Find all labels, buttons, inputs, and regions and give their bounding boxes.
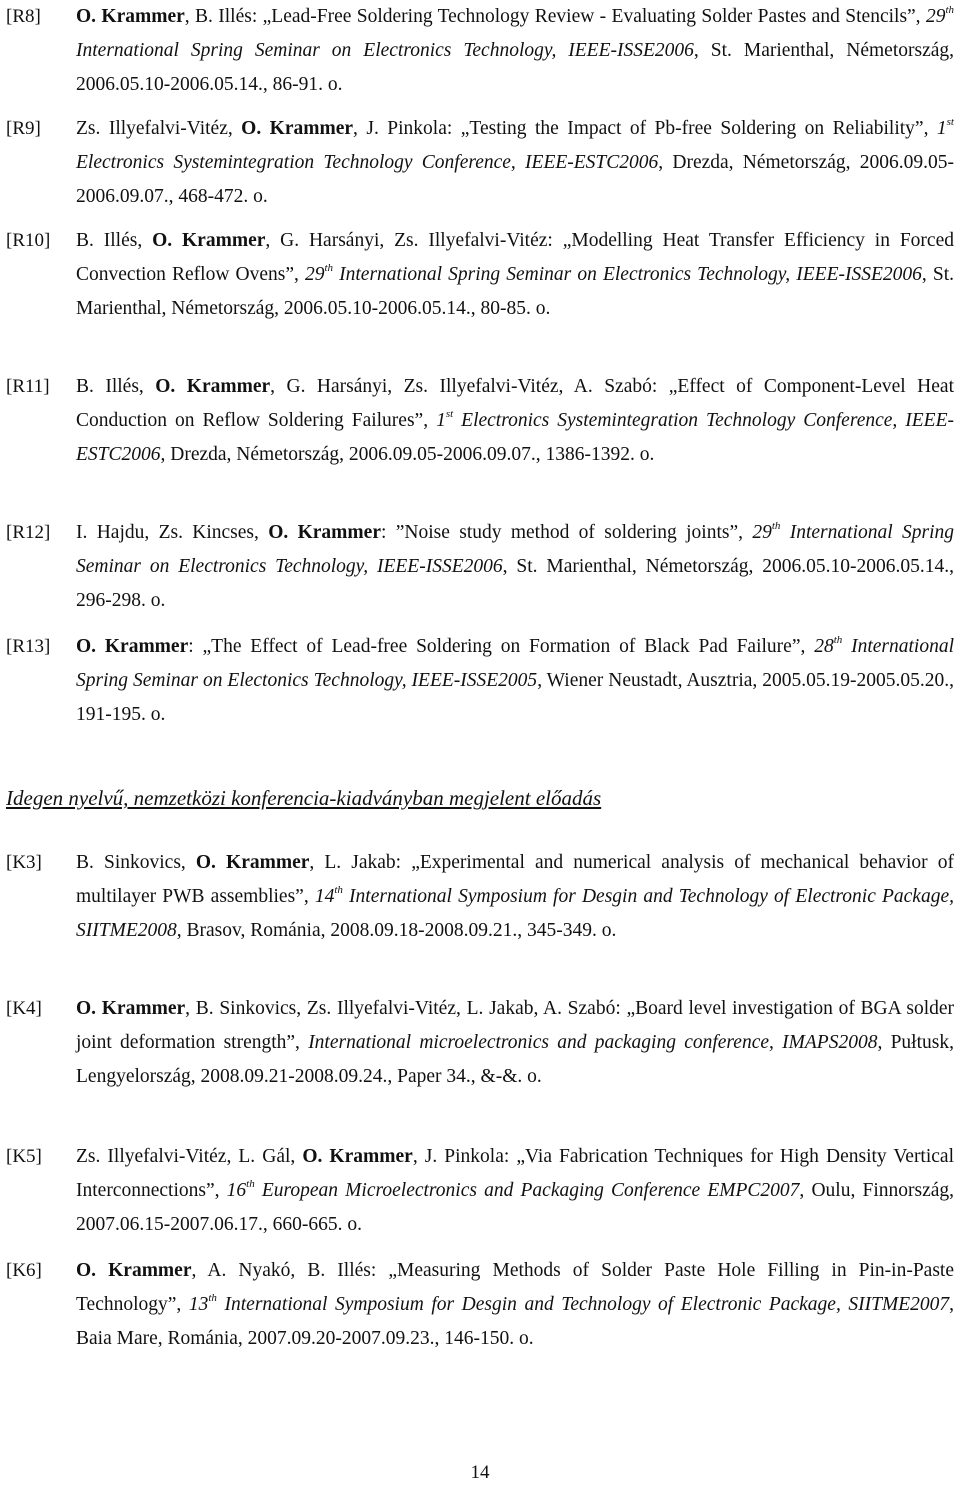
venue-ordinal-suffix: th (833, 634, 843, 646)
venue-edition: 29 (304, 264, 325, 285)
reference-title: „Measuring Methods of Solder Paste Hole Filling in Pin-in-Paste Technology”, (76, 1260, 954, 1315)
reference-highlighted-author: O. Krammer (155, 376, 271, 397)
venue-edition: 1 (436, 410, 446, 431)
reference-highlighted-author: O. Krammer (76, 998, 186, 1019)
reference-text (76, 370, 954, 472)
reference-label: [R10] (6, 230, 51, 251)
reference-text (76, 630, 954, 732)
reference-authors: , L. Jakab: (309, 852, 412, 873)
reference-authors: Zs. Illyefalvi-Vitéz, L. Gál, (76, 1146, 303, 1167)
reference-title: „Experimental and numerical analysis of mechanical behavior of multilayer PWB assemblies”, (76, 852, 955, 907)
reference-label: [K5] (6, 1146, 42, 1167)
reference-title: „Modelling Heat Transfer Efficiency in Forced Convection Reflow Ovens”, (76, 230, 954, 285)
reference-label: [R13] (6, 636, 51, 657)
section-heading: Idegen nyelvű, nemzetközi konferencia-kiadványban megjelent előadás (6, 786, 602, 810)
reference-label: [R12] (6, 522, 51, 543)
reference-authors: , B. Illés: (184, 6, 263, 27)
venue-edition: 13 (188, 1294, 209, 1315)
venue-name: International Spring Seminar on Electronics Technology, IEEE-ISSE2006 (333, 264, 922, 285)
reference-authors: , A. Nyakó, B. Illés: (191, 1260, 389, 1281)
reference-title: „Lead-Free Soldering Technology Review - Evaluating Solder Pastes and Stencils”, (262, 6, 926, 27)
reference-title: „Testing the Impact of Pb-free Soldering on Reliability”, (460, 118, 937, 139)
reference-authors: I. Hajdu, Zs. Kincses, (76, 522, 269, 543)
venue-ordinal-suffix: th (771, 520, 781, 532)
reference-title: „Via Fabrication Techniques for High Density Vertical Interconnections”, (76, 1146, 954, 1201)
reference-highlighted-author: O. Krammer (76, 636, 189, 657)
reference-text (76, 1140, 954, 1242)
reference-venue (189, 1294, 949, 1315)
reference-authors: : (188, 636, 203, 657)
venue-name: International Spring Seminar on Electronics Technology, IEEE-ISSE2006 (76, 40, 694, 61)
venue-edition: 29 (752, 522, 772, 543)
venue-ordinal-suffix: th (246, 1178, 255, 1190)
reference-authors: B. Sinkovics, (76, 852, 196, 873)
reference-highlighted-author: O. Krammer (76, 6, 185, 27)
venue-name: International Spring Seminar on Electonics Technology, IEEE-ISSE2005 (76, 636, 954, 691)
reference-title: „Effect of Component-Level Heat Conduction on Reflow Soldering Failures”, (76, 376, 954, 431)
reference-text (76, 846, 954, 948)
venue-ordinal-suffix: th (324, 262, 334, 274)
reference-label: [R11] (6, 376, 50, 397)
reference-highlighted-author: O. Krammer (195, 852, 310, 873)
reference-details: , Drezda, Németország, 2006.09.05-2006.09.07., 468-472. o. (76, 152, 955, 207)
reference-authors: B. Illés, (76, 376, 156, 397)
reference-venue (308, 1032, 877, 1053)
reference-title: „The Effect of Lead-free Soldering on Formation of Black Pad Failure”, (202, 636, 815, 657)
venue-ordinal-suffix: st (445, 408, 454, 420)
venue-name: Electronics Systemintegration Technology Conference, IEEE-ESTC2006 (76, 410, 954, 465)
venue-name: International microelectronics and packaging conference, IMAPS2008 (308, 1032, 878, 1053)
venue-name: European Microelectronics and Packaging Conference EMPC2007 (254, 1180, 800, 1201)
venue-name: International Symposium for Desgin and Technology of Electronic Package, SIITME2007 (216, 1294, 950, 1315)
venue-name: International Spring Seminar on Electronics Technology, IEEE-ISSE2006 (76, 522, 954, 577)
reference-authors: , B. Sinkovics, Zs. Illyefalvi-Vitéz, L. Jakab, A. Szabó: (185, 998, 627, 1019)
venue-edition: 28 (814, 636, 834, 657)
reference-authors: Zs. Illyefalvi-Vitéz, (76, 118, 242, 139)
reference-title: ”Noise study method of soldering joints”, (395, 522, 753, 543)
reference-authors: , J. Pinkola: (412, 1146, 517, 1167)
page-number: 14 (470, 1462, 490, 1483)
venue-edition: 1 (936, 118, 947, 139)
reference-details: , Baia Mare, Románia, 2007.09.20-2007.09.23., 146-150. o. (76, 1294, 954, 1349)
reference-authors: , G. Harsányi, Zs. Illyefalvi-Vitéz: (265, 230, 563, 251)
reference-details: , St. Marienthal, Németország, 2006.05.10-2006.05.14., 296-298. o. (76, 556, 954, 611)
venue-name: Electronics Systemintegration Technology Conference, IEEE-ESTC2006 (76, 152, 659, 173)
reference-text (76, 516, 954, 618)
reference-label: [R8] (6, 6, 41, 27)
reference-authors: B. Illés, (76, 230, 153, 251)
reference-highlighted-author: O. Krammer (268, 522, 381, 543)
reference-highlighted-author: O. Krammer (241, 118, 354, 139)
reference-details: , Oulu, Finnország, 2007.06.15-2007.06.17., 660-665. o. (76, 1180, 955, 1235)
reference-highlighted-author: O. Krammer (152, 230, 266, 251)
reference-venue (227, 1180, 800, 1201)
venue-edition: 29 (925, 6, 946, 27)
reference-details: , Brasov, Románia, 2008.09.18-2008.09.21., 345-349. o. (176, 920, 617, 941)
reference-text (76, 112, 954, 214)
reference-label: [K6] (6, 1260, 42, 1281)
reference-text (76, 1254, 954, 1356)
venue-ordinal-suffix: st (946, 116, 954, 128)
reference-text (76, 224, 954, 326)
reference-details: , St. Marienthal, Németország, 2006.05.10-2006.05.14., 86-91. o. (76, 40, 955, 95)
venue-ordinal-suffix: th (208, 1292, 217, 1304)
reference-title: „Board level investigation of BGA solder joint deformation strength”, (76, 998, 955, 1053)
reference-label: [K4] (6, 998, 42, 1019)
reference-authors: , J. Pinkola: (353, 118, 461, 139)
venue-ordinal-suffix: th (334, 884, 343, 896)
venue-edition: 14 (314, 886, 335, 907)
venue-ordinal-suffix: th (945, 4, 954, 16)
reference-details: , St. Marienthal, Németország, 2006.05.10-2006.05.14., 80-85. o. (76, 264, 955, 319)
reference-details: , Wiener Neustadt, Ausztria, 2005.05.19-2005.05.20., 191-195. o. (76, 670, 954, 725)
reference-highlighted-author: O. Krammer (76, 1260, 192, 1281)
reference-details: , Pułtusk, Lengyelország, 2008.09.21-2008.09.24., Paper 34., &-&. o. (76, 1032, 954, 1087)
venue-edition: 16 (226, 1180, 247, 1201)
reference-text (76, 0, 954, 102)
reference-text (76, 992, 954, 1094)
reference-details: , Drezda, Németország, 2006.09.05-2006.09.07., 1386-1392. o. (160, 444, 655, 465)
reference-label: [R9] (6, 118, 41, 139)
reference-highlighted-author: O. Krammer (302, 1146, 413, 1167)
reference-venue (305, 264, 922, 285)
reference-label: [K3] (6, 852, 42, 873)
reference-authors: : (380, 522, 396, 543)
reference-authors: , G. Harsányi, Zs. Illyefalvi-Vitéz, A. Szabó: (270, 376, 669, 397)
venue-name: International Symposium for Desgin and Technology of Electronic Package, SIITME2008 (76, 886, 954, 941)
